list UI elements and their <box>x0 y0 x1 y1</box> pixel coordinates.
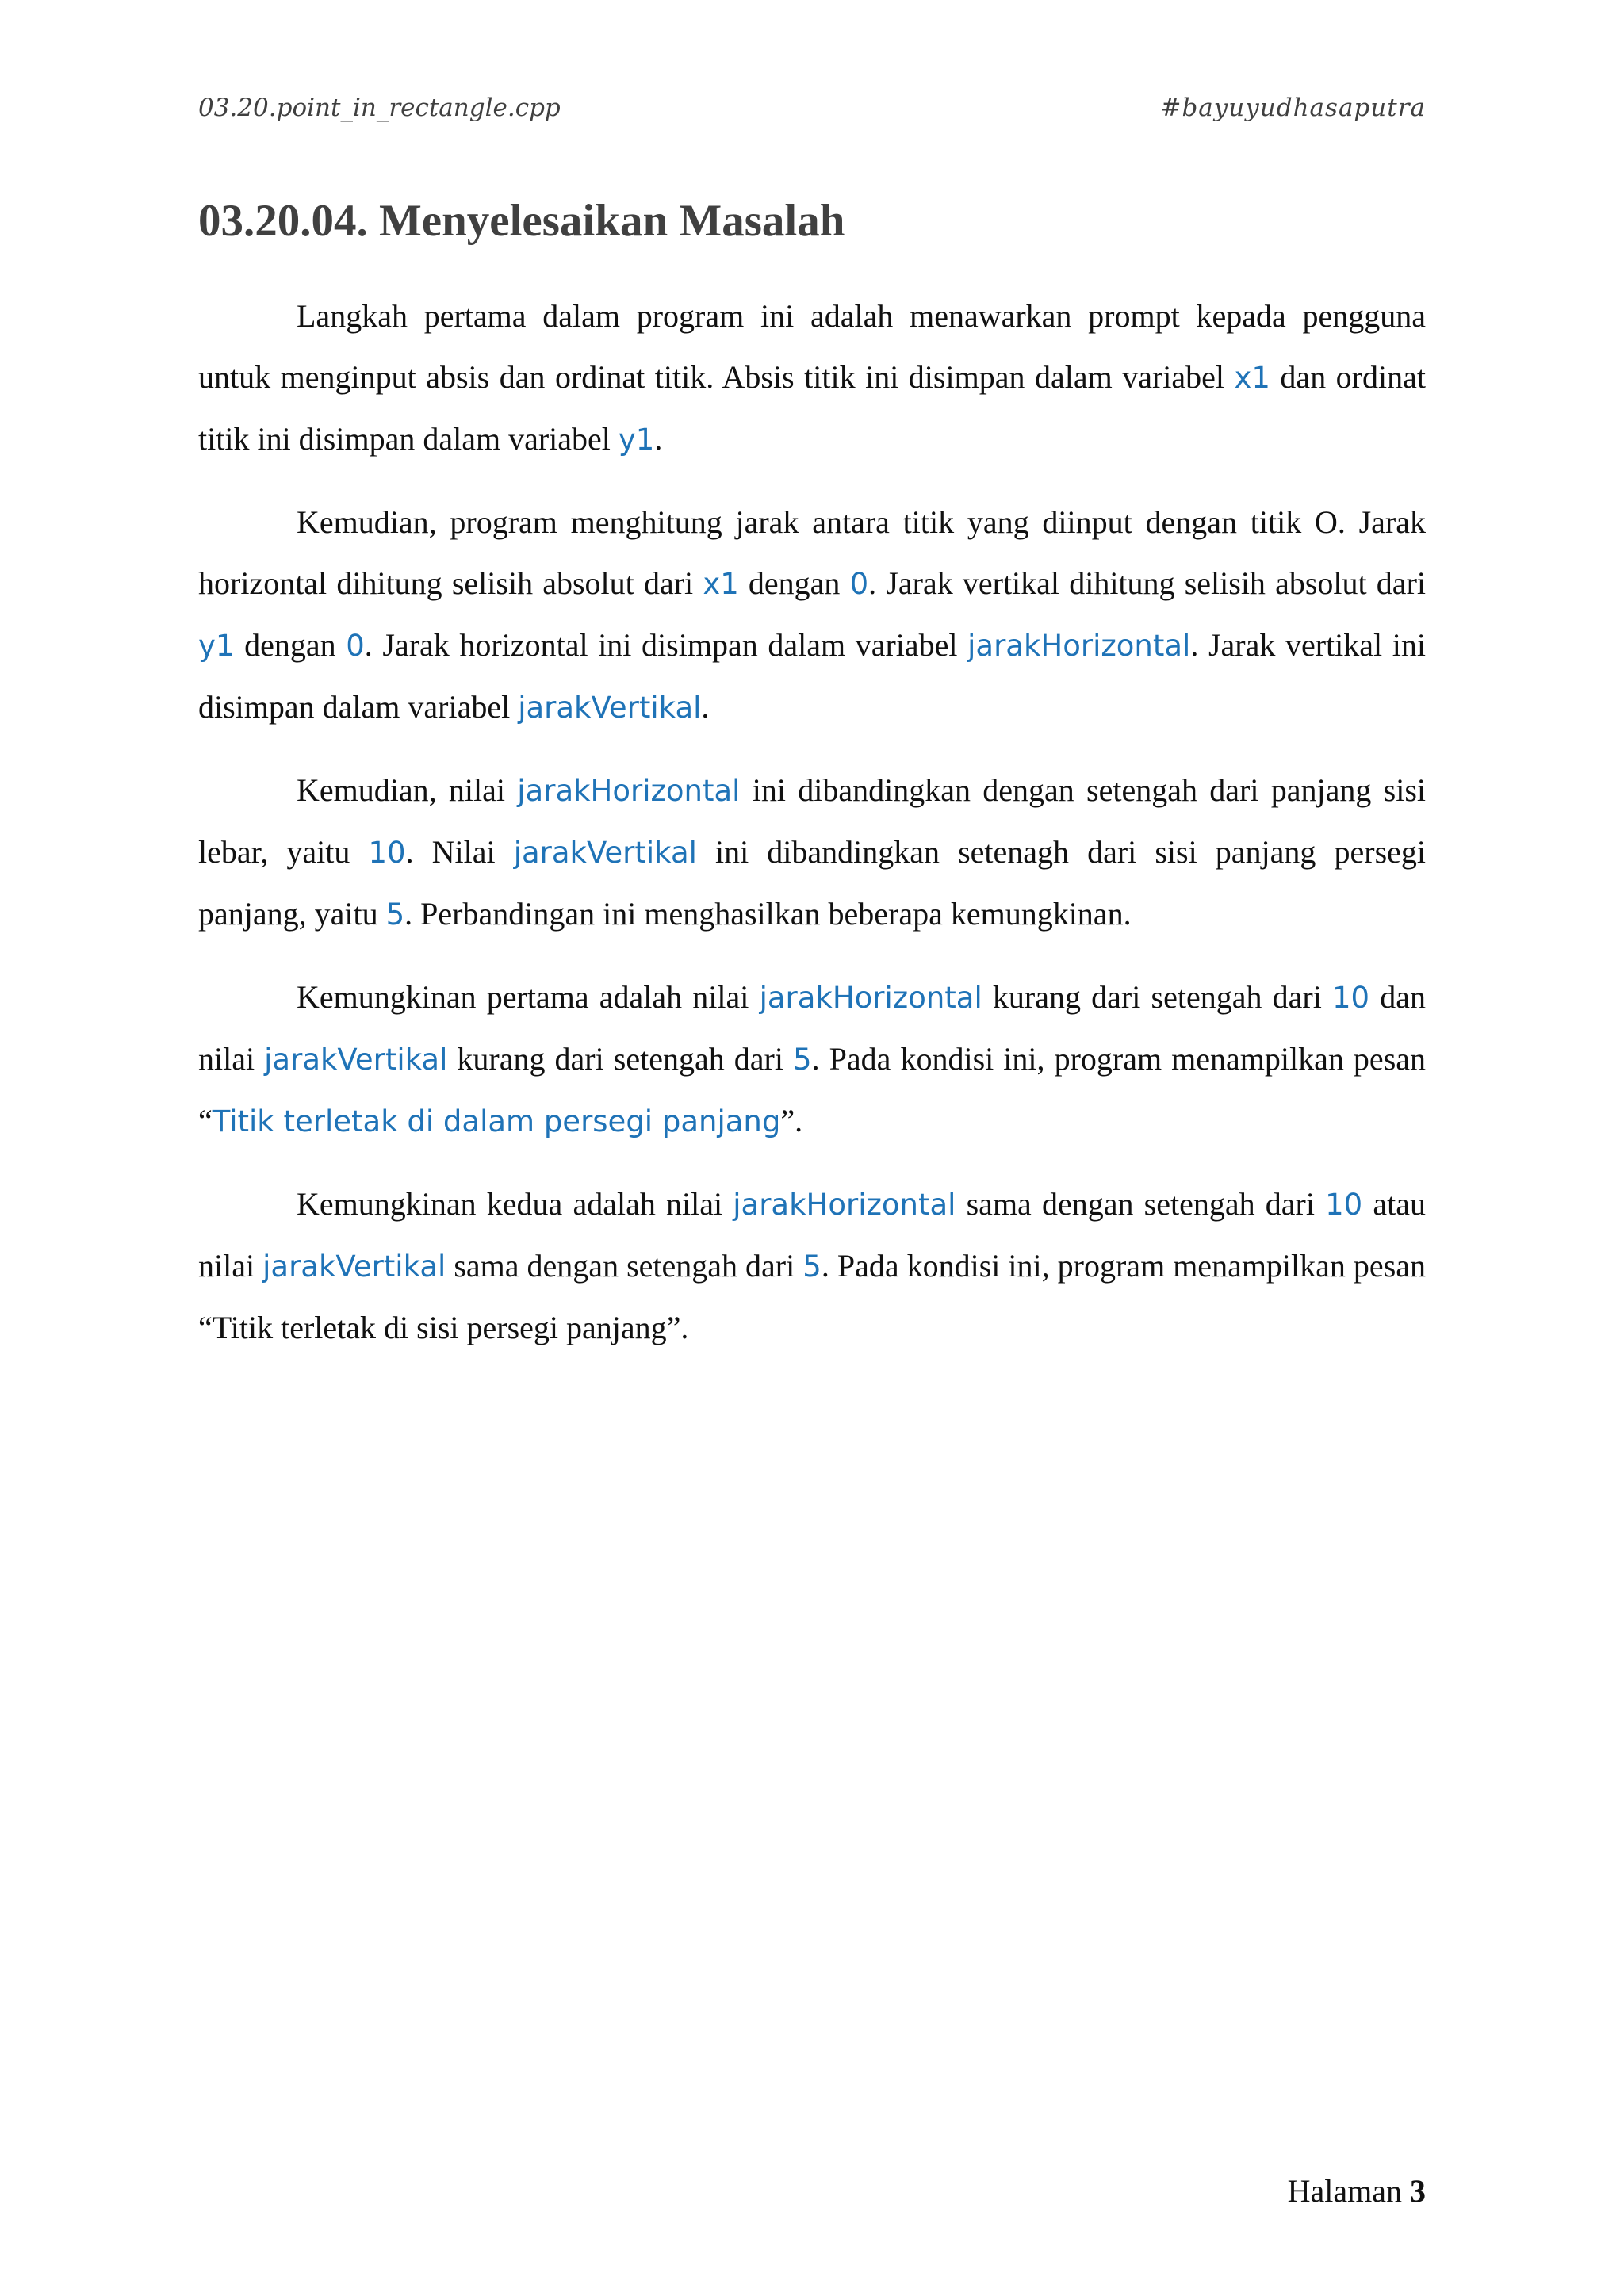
inline-code: jarakHorizontal <box>967 629 1191 663</box>
paragraph-text: kurang dari setengah dari <box>982 979 1332 1015</box>
inline-code: jarakVertikal <box>518 691 702 725</box>
paragraph-text: sama dengan setengah dari <box>446 1248 803 1284</box>
paragraph-text: dan nilai <box>198 979 1426 1077</box>
body-paragraph <box>198 285 1426 470</box>
paragraph-text: atau nilai <box>198 1186 1426 1284</box>
paragraph-text: . <box>701 689 710 725</box>
body-paragraph <box>198 492 1426 738</box>
paragraph-text: dengan <box>738 565 850 601</box>
paragraph-text: ini dibandingkan dengan setengah dari panjang sisi lebar, yaitu <box>198 772 1427 870</box>
inline-code: jarakHorizontal <box>517 774 741 808</box>
page-number: 3 <box>1410 2173 1426 2209</box>
paragraph-text: . Pada kondisi ini, program menampilkan pesan “ <box>198 1041 1427 1138</box>
paragraph-text: Kemudian, nilai <box>297 772 518 808</box>
inline-code: x1 <box>1234 361 1270 395</box>
section-body <box>198 285 1426 1380</box>
paragraph-text: dan ordinat titik ini disimpan dalam variabel <box>198 359 1426 457</box>
page-footer <box>1288 2172 1426 2210</box>
inline-code: 10 <box>1331 981 1370 1015</box>
inline-code: jarakHorizontal <box>759 981 982 1015</box>
paragraph-text: dengan <box>234 627 347 663</box>
paragraph-text: . Jarak vertikal dihitung selisih absolut dari <box>868 565 1426 601</box>
paragraph-text: Kemungkinan pertama adalah nilai <box>297 979 760 1015</box>
paragraph-text: kurang dari setengah dari <box>447 1041 794 1077</box>
paragraph-text: Langkah pertama dalam program ini adalah menawarkan prompt kepada pengguna untuk menginput absis dan ordinat titik. Absis titik ini disimpan dalam variabel <box>198 298 1426 395</box>
paragraph-text: Kemungkinan kedua adalah nilai <box>297 1186 733 1222</box>
inline-code: Titik terletak di dalam persegi panjang <box>212 1104 781 1138</box>
header-file-name: 03.20.point_in_rectangle.cpp <box>198 94 561 122</box>
paragraph-text: . Perbandingan ini menghasilkan beberapa kemungkinan. <box>404 896 1132 932</box>
inline-code: jarakVertikal <box>513 836 697 870</box>
inline-code: x1 <box>703 567 739 601</box>
inline-code: y1 <box>198 629 235 663</box>
inline-code: jarakVertikal <box>264 1043 448 1077</box>
paragraph-text: . Jarak horizontal ini disimpan dalam variabel <box>364 627 968 663</box>
paragraph-text: sama dengan setengah dari <box>956 1186 1326 1222</box>
paragraph-text: . Jarak vertikal ini disimpan dalam variabel <box>198 627 1426 725</box>
body-paragraph <box>198 966 1426 1152</box>
inline-code: 5 <box>793 1043 812 1077</box>
inline-code: 0 <box>346 629 365 663</box>
inline-code: 0 <box>849 567 869 601</box>
paragraph-text: . Nilai <box>405 834 514 870</box>
paragraph-text: ”. <box>780 1103 803 1138</box>
inline-code: 5 <box>802 1249 822 1284</box>
header-author-tag: #bayuyudhasaputra <box>1160 94 1426 122</box>
inline-code: 10 <box>368 836 406 870</box>
page-label: Halaman <box>1287 2173 1402 2209</box>
paragraph-text: ini dibandingkan setenagh dari sisi panjang persegi panjang, yaitu <box>198 834 1427 932</box>
body-paragraph <box>198 1173 1426 1358</box>
paragraph-text: Kemudian, program menghitung jarak antara titik yang diinput dengan titik O. Jarak horizontal dihitung selisih absolut dari <box>198 504 1426 601</box>
inline-code: jarakVertikal <box>262 1249 446 1284</box>
running-header <box>198 94 1426 133</box>
paragraph-text: . Pada kondisi ini, program menampilkan pesan “Titik terletak di sisi persegi panjang”. <box>198 1248 1427 1345</box>
section-title: 03.20.04. Menyelesaikan Masalah <box>198 196 845 246</box>
inline-code: 10 <box>1325 1188 1363 1222</box>
inline-code: 5 <box>385 897 405 932</box>
inline-code: jarakHorizontal <box>733 1188 956 1222</box>
paragraph-text: . <box>654 421 663 457</box>
inline-code: y1 <box>618 423 655 457</box>
body-paragraph <box>198 760 1426 945</box>
